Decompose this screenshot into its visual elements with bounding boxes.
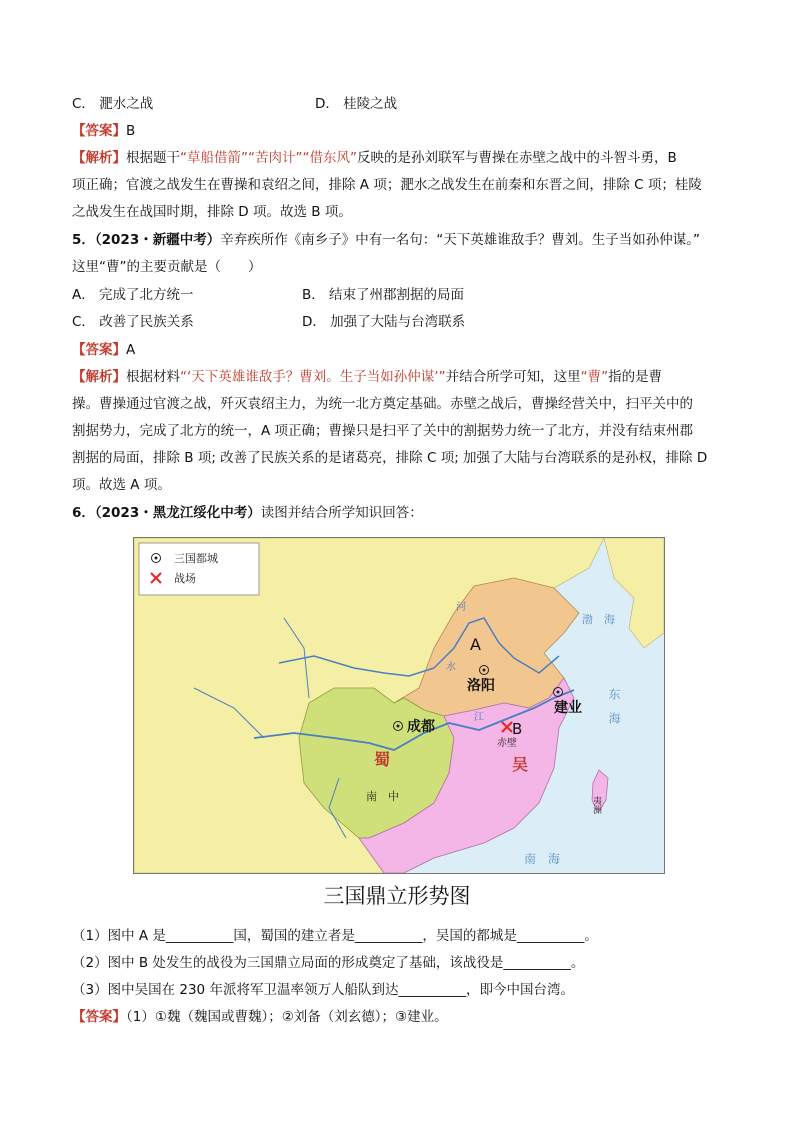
q5-stem: 辛弃疾所作《南乡子》中有一名句：“天下英雄谁敌手？曹刘。生子当如孙仲谋。” xyxy=(220,232,700,248)
label-a: A xyxy=(470,635,481,654)
answer-tag: 【答案】 xyxy=(72,123,126,139)
analysis-text: 并结合所学可知，这里 xyxy=(445,369,581,385)
q5-stem-line2: 这里“曹”的主要贡献是（ ） xyxy=(72,259,262,275)
kingdom-shu: 蜀 xyxy=(374,750,391,769)
q5-option-d: D． 加强了大陆与台湾联系 xyxy=(302,314,466,330)
analysis-quote: “‘天下英雄谁敌手？曹刘。生子当如孙仲谋’” xyxy=(180,369,446,385)
map-title: 三国鼎立形势图 xyxy=(323,884,471,908)
answer-value: B xyxy=(126,123,136,139)
sea-nanhai: 南 海 xyxy=(524,852,561,866)
q6-answer xyxy=(72,1007,732,1027)
river-shui: 水 xyxy=(446,662,456,673)
city-jianye: 建业 xyxy=(554,700,582,716)
analysis-quote: “曹” xyxy=(580,369,609,385)
analysis-tag: 【解析】 xyxy=(72,369,126,385)
q5-analysis-line2: 操。曹操通过官渡之战，歼灭袁绍主力，为统一北方奠定基础。赤壁之战后，曹操经营关中，扫平关中的 xyxy=(72,396,693,412)
island-yizhou: 夷洲 xyxy=(591,796,601,814)
city-luoyang: 洛阳 xyxy=(467,678,495,694)
analysis-quote: “草船借箭”“苦肉计”“借东风” xyxy=(180,150,357,166)
q4-analysis-line1 xyxy=(72,148,732,168)
q5-analysis-line3: 割据势力，完成了北方的统一，A 项正确；曹操只是扫平了关中的割据势力统一了北方，并没有结束州郡 xyxy=(72,423,694,439)
map-svg xyxy=(134,538,664,873)
analysis-text: 根据材料 xyxy=(126,369,180,385)
answer-value: A xyxy=(126,342,136,358)
city-chengdu: 成都 xyxy=(407,719,435,735)
q6-sub3: （3）图中吴国在 230 年派将军卫温率领万人船队到达__________，即今中国台湾。 xyxy=(72,982,574,998)
q5-analysis-line4: 割据的局面，排除 B 项; 改善了民族关系的是诸葛亮，排除 C 项; 加强了大陆与台湾联系的是孙权，排除 D xyxy=(72,450,708,466)
q6-stem xyxy=(72,503,732,523)
label-b: B xyxy=(512,720,523,738)
q6-sub1: （1）图中 A 是__________国，蜀国的建立者是__________，吴国的都城是__________。 xyxy=(72,928,598,944)
three-kingdoms-map xyxy=(133,537,665,874)
analysis-text: 反映的是孙刘联军与曹操在赤壁之战中的斗智斗勇，B xyxy=(356,150,677,166)
sea-donghai: 东 海 xyxy=(607,688,621,724)
sea-bohai: 渤 海 xyxy=(582,613,615,626)
legend-capital-label: 三国都城 xyxy=(174,552,218,565)
q5-option-c: C． 改善了民族关系 xyxy=(72,314,194,330)
river-jiang: 江 xyxy=(474,712,484,723)
place-chibi: 赤壁 xyxy=(497,738,517,749)
legend-box xyxy=(139,543,259,595)
q6-stem-text: 读图并结合所学知识回答： xyxy=(260,505,423,521)
analysis-tag: 【解析】 xyxy=(72,150,126,166)
q4-analysis-line2: 项正确；官渡之战发生在曹操和袁绍之间，排除 A 项；淝水之战发生在前秦和东晋之间，排除 C 项；桂陵 xyxy=(72,177,702,193)
q6-sub2: （2）图中 B 处发生的战役为三国鼎立局面的形成奠定了基础，该战役是__________。 xyxy=(72,955,585,971)
q4-option-d: D． 桂陵之战 xyxy=(315,96,398,112)
q5-answer xyxy=(72,340,732,360)
kingdom-wu: 吴 xyxy=(512,755,529,774)
q5-stem-line1 xyxy=(72,230,732,250)
q5-option-b: B． 结束了州郡割据的局面 xyxy=(302,287,465,303)
q5-source: 5．（2023・新疆中考） xyxy=(72,232,221,248)
river-he: 河 xyxy=(456,602,466,613)
q5-option-a: A． 完成了北方统一 xyxy=(72,287,194,303)
answer-tag: 【答案】 xyxy=(72,342,126,358)
q6-source: 6．（2023・黑龙江绥化中考） xyxy=(72,505,261,521)
legend-battle-label: 战场 xyxy=(174,572,196,585)
answer-tag: 【答案】 xyxy=(72,1009,126,1025)
region-nanzhong: 南 中 xyxy=(366,790,399,803)
q4-answer xyxy=(72,121,732,141)
q5-analysis-line5: 项。故选 A 项。 xyxy=(72,477,171,493)
q4-analysis-line3: 之战发生在战国时期，排除 D 项。故选 B 项。 xyxy=(72,204,352,220)
q4-option-c: C． 淝水之战 xyxy=(72,96,154,112)
q5-analysis-line1 xyxy=(72,367,732,387)
analysis-text: 指的是曹 xyxy=(608,369,663,385)
answer-value: （1）①魏（魏国或曹魏）；②刘备（刘玄德）；③建业。 xyxy=(126,1009,448,1025)
analysis-text: 根据题干 xyxy=(126,150,180,166)
